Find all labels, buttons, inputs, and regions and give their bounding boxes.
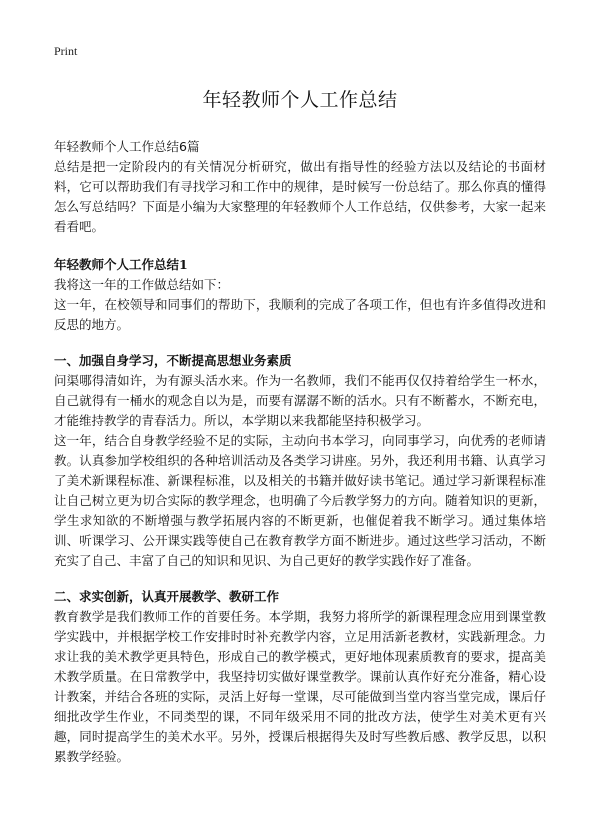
summary-heading: 年轻教师个人工作总结1: [54, 257, 188, 272]
section-1-paragraph-2: 这一年，结合自身教学经验不足的实际，主动向书本学习，向同事学习，向优秀的老师请教。认真参加学校组织的各种培训活动及各类学习讲座。另外，我还利用书籍、认真学习了美术新课程标准、新课程标准，以及相关的书籍并做好读书笔记。通过学习新课程标准让自己树立更为切合实际的教学理念，也明确了今后教学努力的方向。随着知识的更新，学生求知欲的不断增强与教学拓展内容的不断更新，也催促着我不断学习。通过集体培训、听课学习、公开课实践等使自己在教育教学方面不断进步。通过这些学习活动，不断充实了自己、丰富了自己的知识和见识、为自己更好的教学实践作好了准备。: [54, 433, 546, 568]
section-2-paragraph-1: 教育教学是我们教师工作的首要任务。本学期，我努力将所学的新课程理念应用到课堂教学实践中，并根据学校工作安排时时补充教学内容，立足用活新老教材，实践新理念。力求让我的美术教学更具特色，形成自己的教学模式，更好地体现素质教育的要求，提高美术教学质量。在日常教学中，我坚持切实做好课堂教学。课前认真作好充分准备，精心设计教案，并结合各班的实际，灵活上好每一堂课，尽可能做到当堂内容当堂完成，课后仔细批改学生作业，不同类型的课，不同年级采用不同的批改方法，使学生对美术更有兴趣，同时提高学生的美术水平。另外，授课后根据得失及时写些教后感、教学反思，以积累教学经验。: [54, 609, 546, 764]
subtitle: 年轻教师个人工作总结6篇: [54, 139, 200, 154]
section-heading-1: 一、加强自身学习，不断提高思想业务素质: [54, 353, 292, 368]
page-title: 年轻教师个人工作总结: [202, 89, 398, 111]
section-heading-2: 二、求实创新，认真开展教学、教研工作: [54, 589, 280, 604]
section-1-paragraph-1: 问渠哪得清如许，为有源头活水来。作为一名教师，我们不能再仅仅持着给学生一杯水，自己就得有一桶水的观念自以为是，而要有潺潺不断的活水。只有不断蓄水，不断充电，才能维持教学的青春活力。所以，本学期以来我都能坚持积极学习。: [54, 373, 546, 428]
intro-paragraph: 总结是把一定阶段内的有关情况分析研究，做出有指导性的经验方法以及结论的书面材料，它可以帮助我们有寻找学习和工作中的规律，是时候写一份总结了。那么你真的懂得怎么写总结吗？下面是小编为大家整理的年轻教师个人工作总结，仅供参考，大家一起来看看吧。: [54, 159, 546, 234]
opening-paragraph: 这一年，在校领导和同事们的帮助下，我顺利的完成了各项工作，但也有许多值得改进和反思的地方。: [54, 297, 546, 332]
print-link[interactable]: Print: [54, 44, 78, 58]
opening-line: 我将这一年的工作做总结如下：: [54, 277, 230, 292]
